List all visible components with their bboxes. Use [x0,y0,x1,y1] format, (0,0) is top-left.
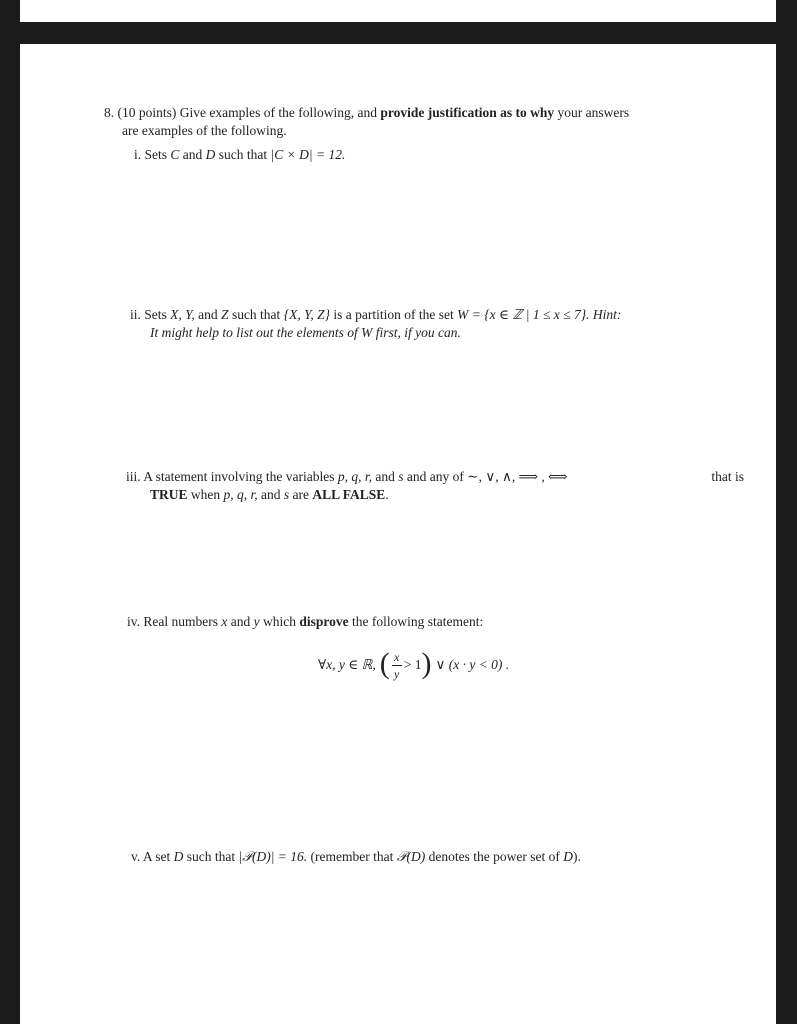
var-d: D [563,849,573,864]
previous-page-strip [20,0,776,22]
greater-than-one: > 1 [403,657,422,672]
var-z: Z [221,307,229,322]
part-v-text: A set [142,849,171,864]
part-iii-text: and [375,469,395,484]
intro-bold-text: provide justification as to why [380,105,555,120]
vars-xy: X, Y, [170,307,195,322]
var-y: y [253,614,260,629]
question-intro [104,104,744,122]
var-s: s [283,487,290,502]
power-set-expression: |𝒫(D)| = 16. [238,849,308,864]
var-w: W [457,307,469,322]
part-iii-line2 [150,486,389,504]
set-xyz: {X, Y, Z} [283,307,331,322]
part-v [131,848,581,866]
var-d: D [173,849,184,864]
vars-pqr: p, q, r, [337,469,373,484]
part-iii [126,468,744,486]
document-page [20,44,776,1024]
right-paren: ) [421,647,432,680]
true-bold: TRUE [150,487,188,502]
part-ii-text: Sets [144,307,167,322]
quantifier: ∀x, y ∈ ℝ, [318,657,376,672]
part-ii-label: ii. [130,307,141,322]
part-iii-text: A statement involving the variables [143,469,335,484]
part-iv-text: the following statement: [352,614,484,629]
left-paren: ( [379,647,390,680]
display-statement [318,648,509,682]
part-i [134,146,345,164]
intro-text: Give examples of the following, and [179,105,377,120]
part-iv-text: which [262,614,296,629]
part-ii [130,306,621,324]
fraction-numerator: x [394,649,400,664]
disprove-bold: disprove [299,614,349,629]
var-c: C [170,147,180,162]
question-intro-line2: are examples of the following. [122,123,287,138]
part-iv-text: and [230,614,251,629]
part-ii-text: is a partition of the set [333,307,454,322]
set-w-definition: = {x ∈ ℤ | 1 ≤ x ≤ 7}. [471,307,590,322]
var-x: x [221,614,228,629]
cartesian-product-expression: |C × D| = 12. [270,147,346,162]
logical-operators: ∼, ∨, ∧, ⟹ , ⟺ [467,469,568,484]
part-i-text: such that [218,147,268,162]
power-set-notation: 𝒫(D) [396,849,426,864]
part-ii-text: and [198,307,218,322]
part-iii-label: iii. [126,469,141,484]
part-v-label: v. [131,849,141,864]
part-iv-text: Real numbers [143,614,218,629]
part-iii-text: are [292,487,310,502]
part-v-text: denotes the power set of [428,849,560,864]
vars-pqr: p, q, r, [223,487,258,502]
part-ii-hint: It might help to list out the elements of W first, if you can. [150,325,461,340]
part-i-text: and [182,147,203,162]
part-i-label: i. [134,147,142,162]
var-d: D [205,147,216,162]
hint-label: Hint: [592,307,622,322]
question-points: (10 points) [117,105,177,120]
part-iii-text: that is [711,469,744,484]
part-ii-text: such that [231,307,281,322]
part-v-text-end: ). [572,849,581,864]
part-i-text: Sets [144,147,168,162]
all-false-bold: ALL FALSE [312,487,386,502]
part-iii-text: and [261,487,281,502]
part-iv-label: iv. [127,614,140,629]
period: . [385,487,389,502]
part-iii-text: and any of [406,469,464,484]
question-number: 8. [104,105,115,120]
part-v-text: (remember that [310,849,394,864]
or-clause: ∨ (x · y < 0) . [435,657,510,672]
part-iv [127,613,483,631]
intro-text-end: your answers [557,105,630,120]
var-s: s [398,469,404,484]
part-v-text: such that [186,849,236,864]
part-iii-text: when [190,487,221,502]
fraction-denominator: y [394,666,400,681]
fraction-x-over-y [392,651,402,680]
